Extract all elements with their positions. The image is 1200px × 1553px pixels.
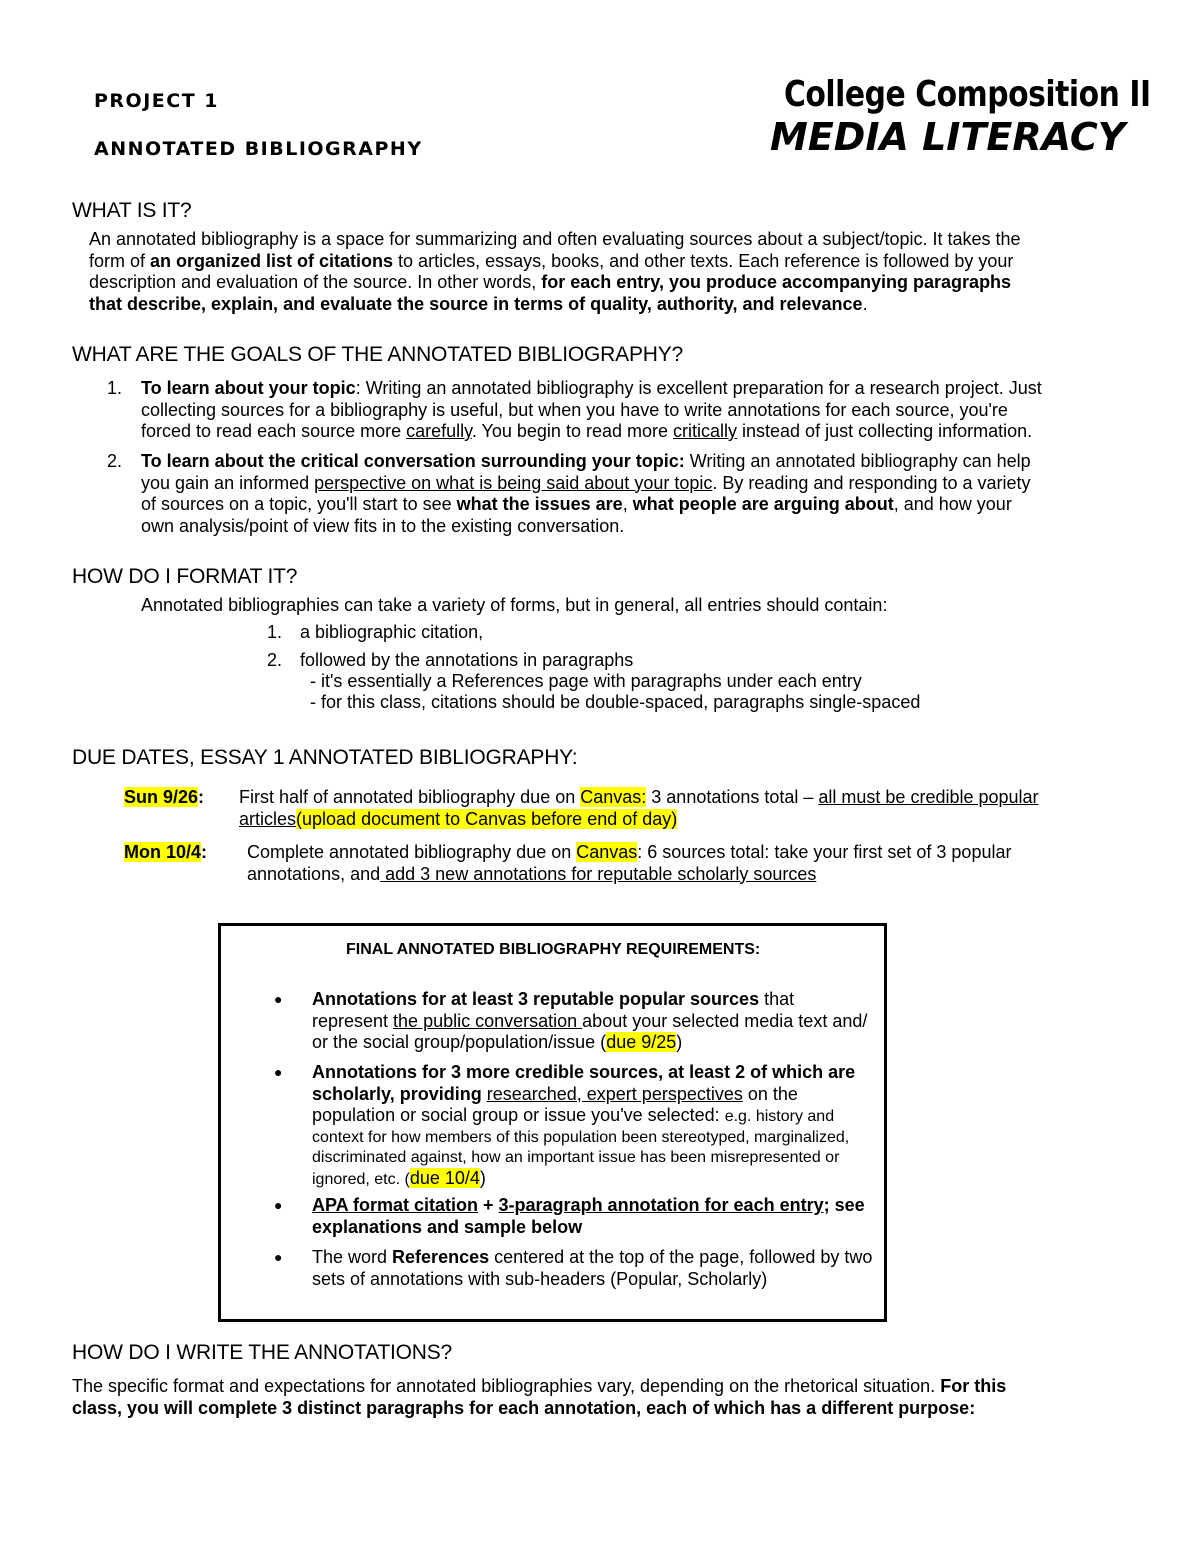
requirement-apa-format [312, 1195, 932, 1238]
text-line: The word References centered at the top of the page, followed by two [312, 1247, 873, 1267]
due-date-label: Mon 10/4: [124, 842, 208, 862]
requirement-references-page [312, 1247, 932, 1290]
requirement-popular-sources [312, 989, 932, 1054]
logo-course-theme: MEDIA LITERACY [770, 115, 1126, 159]
text-line: To learn about your topic: Writing an annotated bibliography is excellent preparation for a research project. Just [141, 378, 1042, 398]
requirement-credible-sources [312, 1062, 932, 1190]
project-label: PROJECT 1 [94, 90, 219, 112]
bullet-icon: ● [274, 1064, 283, 1080]
goal-item-learn-topic [141, 378, 1151, 443]
section-heading-format: HOW DO I FORMAT IT? [72, 565, 298, 588]
logo-course-title: College Composition II [784, 74, 1151, 115]
list-number: 1. [267, 622, 283, 642]
text-line: Complete annotated bibliography due on Canvas: 6 sources total: take your first set of 3 popular [247, 842, 1012, 862]
course-logo [770, 70, 1151, 160]
text-line: own analysis/point of view fits in to the existing conversation. [141, 515, 625, 536]
due-date-description [247, 842, 1147, 885]
format-intro: Annotated bibliographies can take a variety of forms, but in general, all entries should contain: [141, 595, 888, 615]
section-heading-write-annotations: HOW DO I WRITE THE ANNOTATIONS? [72, 1341, 452, 1364]
format-subitem: - it's essentially a References page with paragraphs under each entry [310, 671, 862, 691]
text-line: form of an organized list of citations to articles, essays, books, and other texts. Each reference is followed by your [89, 250, 1014, 271]
text-line: sets of annotations with sub-headers (Popular, Scholarly) [312, 1268, 768, 1289]
text-line: Annotations for 3 more credible sources, at least 2 of which are [312, 1062, 856, 1082]
text-line: forced to read each source more carefully. You begin to read more critically instead of just collecting information. [141, 421, 1033, 441]
text-line: discriminated against, how an important issue has been misrepresented or [312, 1148, 840, 1166]
text-line: APA format citation + 3-paragraph annotation for each entry; see [312, 1195, 865, 1215]
section-heading-due-dates: DUE DATES, ESSAY 1 ANNOTATED BIBLIOGRAPHY: [72, 746, 578, 769]
text-line: articles(upload document to Canvas before end of day) [239, 808, 678, 829]
text-line: that describe, explain, and evaluate the source in terms of quality, authority, and relevance. [89, 293, 868, 314]
bullet-icon: ● [274, 991, 283, 1007]
section-heading-what-is-it: WHAT IS IT? [72, 199, 192, 222]
text-line: collecting sources for a bibliography is useful, but when you have to write annotations for each source, you're [141, 399, 1008, 420]
list-number: 2. [107, 451, 123, 471]
text-line: explanations and sample below [312, 1216, 583, 1237]
bullet-icon: ● [274, 1249, 283, 1265]
text-line: of sources on a topic, you'll start to see what the issues are, what people are arguing about, and how your [141, 494, 1012, 514]
text-line: class, you will complete 3 distinct paragraphs for each annotation, each of which has a different purpose: [72, 1397, 976, 1418]
goal-item-critical-conversation [141, 451, 1151, 537]
list-number: 2. [267, 650, 283, 670]
what-is-it-paragraph [89, 229, 1149, 315]
bullet-icon: ● [274, 1197, 283, 1213]
text-line: annotations, and add 3 new annotations for reputable scholarly sources [247, 863, 817, 884]
text-line: represent the public conversation about your selected media text and/ [312, 1010, 868, 1031]
text-line: An annotated bibliography is a space for summarizing and often evaluating sources about a subject/topic. It takes the [89, 229, 1021, 249]
section-heading-goals: WHAT ARE THE GOALS OF THE ANNOTATED BIBLIOGRAPHY? [72, 343, 684, 366]
text-line: scholarly, providing researched, expert perspectives on the [312, 1083, 798, 1104]
write-annotations-paragraph [72, 1376, 1152, 1419]
text-line: description and evaluation of the source. In other words, for each entry, you produce accompanying paragraphs [89, 272, 1012, 292]
document-subtitle: ANNOTATED BIBLIOGRAPHY [94, 138, 423, 160]
format-item-annotations: followed by the annotations in paragraphs [300, 650, 634, 670]
list-number: 1. [107, 378, 123, 398]
text-line: context for how members of this population been stereotyped, marginalized, [312, 1128, 850, 1146]
text-line: Annotations for at least 3 reputable popular sources that [312, 989, 795, 1009]
format-subitem: - for this class, citations should be double-spaced, paragraphs single-spaced [310, 692, 921, 712]
format-item-citation: a bibliographic citation, [300, 622, 484, 642]
due-date-description [239, 787, 1139, 830]
text-line: To learn about the critical conversation surrounding your topic: Writing an annotated bibliography can help [141, 451, 1031, 471]
text-line: The specific format and expectations for annotated bibliographies vary, depending on the rhetorical situation. For this [72, 1376, 1007, 1396]
requirements-title: FINAL ANNOTATED BIBLIOGRAPHY REQUIREMENTS: [346, 941, 761, 958]
text-line: First half of annotated bibliography due on Canvas: 3 annotations total – all must be credible popular [239, 787, 1039, 807]
text-line: or the social group/population/issue (due 9/25) [312, 1032, 683, 1052]
text-line: you gain an informed perspective on what is being said about your topic. By reading and responding to a variety [141, 472, 1031, 493]
text-line: ignored, etc. (due 10/4) [312, 1167, 486, 1188]
due-date-label: Sun 9/26: [124, 787, 205, 807]
text-line: population or social group or issue you've selected: e.g. history and [312, 1105, 835, 1125]
